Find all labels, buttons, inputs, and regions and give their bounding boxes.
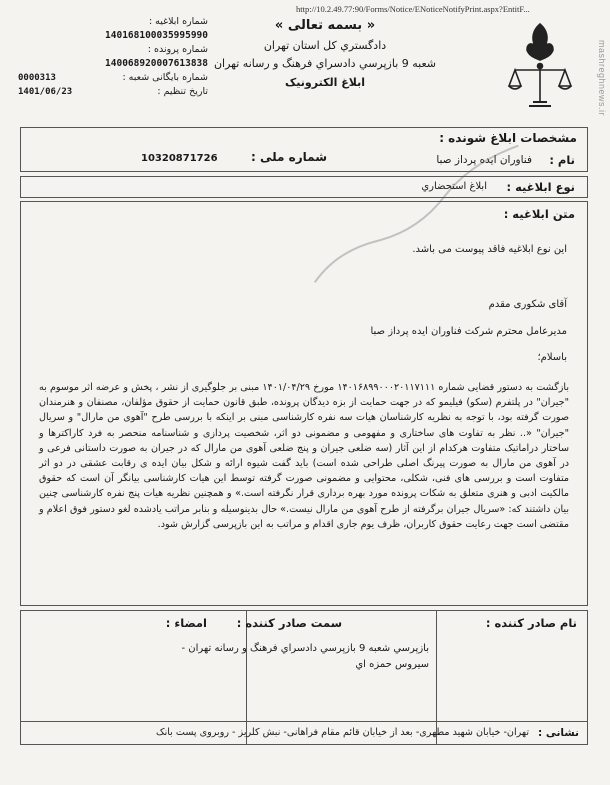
national-id-label: شماره ملی : bbox=[251, 150, 327, 164]
issuer-box bbox=[20, 610, 588, 745]
notice-body-box bbox=[20, 201, 588, 606]
header-center bbox=[200, 18, 450, 89]
issuer-name-label: نام صادر کننده : bbox=[485, 616, 577, 630]
court-name: دادگستري کل استان تهران bbox=[263, 39, 387, 52]
greeting: باسلام؛ bbox=[537, 352, 567, 363]
recipient-name-label: نام : bbox=[549, 153, 575, 167]
branch-name: شعبه 9 بازپرسي دادسراي فرهنگ و رسانه تهران bbox=[213, 57, 437, 70]
notice-no: 140168100035995990 bbox=[105, 30, 208, 41]
page-url: http://10.2.49.77:90/Forms/Notice/ENoticeNotifyPrint.aspx?EntitF... bbox=[296, 4, 530, 14]
issuer-side-label: سمت صادر کننده : bbox=[236, 616, 342, 630]
addressee-title: مدیرعامل محترم شرکت فناوران ایده پرداز صبا bbox=[370, 326, 567, 337]
notice-intro: این نوع ابلاغیه فاقد پیوست می باشد. bbox=[412, 244, 567, 255]
document-title: ابلاغ الکترونیک bbox=[285, 76, 365, 89]
recipient-header: مشخصات ابلاغ شونده : bbox=[439, 131, 577, 145]
issuer-side-value-2: سیروس حمزه اي bbox=[355, 659, 429, 670]
address-value: تهران- خیابان شهید مطهری- بعد از خیابان قائم مقام فراهانی- نبش کلریز - روبروی پست بانک bbox=[156, 727, 529, 738]
recipient-name: فناوران ایده پرداز صبا bbox=[436, 154, 532, 166]
notice-no-label: شماره ابلاغیه : bbox=[148, 16, 208, 27]
notice-type-label: نوع ابلاغیه : bbox=[506, 180, 575, 194]
archive-no: 0000313 bbox=[18, 73, 56, 83]
address-label: نشانی : bbox=[538, 727, 579, 739]
notice-body-label: متن ابلاغیه : bbox=[503, 207, 575, 221]
national-id: 10320871726 bbox=[141, 153, 218, 164]
signature-label: امضاء : bbox=[165, 616, 207, 630]
case-no: 140068920007613838 bbox=[105, 58, 208, 69]
archive-no-label: شماره بایگانی شعبه : bbox=[122, 72, 208, 83]
date-label: تاریخ تنظیم : bbox=[157, 86, 208, 97]
issuer-side-value-1: بازپرسي شعبه 9 بازپرسي دادسراي فرهنگ و رسانه تهران - bbox=[181, 643, 429, 654]
meta-block bbox=[18, 15, 208, 99]
notice-paragraph: بازگشت به دستور قضایی شماره ۱۴۰۱۶۸۹۹۰۰۰۲۰۱۱۷۱۱۱ مورخ ۱۴۰۱/۰۴/۲۹ مبنی بر جلوگیری از نشر ، پخش و عرضه اثر موسوم به "جیران" در پلتفرم (سکو) فیلیمو که در جهت حمایت از بزه دیدگان پرونده، طبق قانون حمایت از حقوق مؤلفان، مصنفان و هنرمندان صورت گرفته بود، با توجه به نظریه کارشناسان هیات سه نفره کارشناسی مبنی بر اینکه با بررسی طرح "آهوی من مارال" و سریال "جیران" «.. نظر به تفاوت های ساختاری و مفهومی و مضمونی دو اثر، شخصیت پردازی و شناسنامه منحصر به فرد کاراکترها و ساختار دراماتیک متفاوت هرکدام از این آثار (سه ضلعی جیران و پنج ضلعی آهوی من مارال که در جیران به صورت داستانی فرعی و در آهوی من مارال به صورت پیرنگ اصلی طراحی شده است) باید گفت شیوه ارائه و شکل بیان ایده ی رقابت عشقی در دو اثر متفاوت است و بررسی های فنی، شکلی، محتوایی و مضمونی صورت گرفته توسط این هیات کارشناسی بیانگر آن است که حقوق مالکیت ادبی و هنری متعلق به شکات پرونده مورد بهره برداری قرار نگرفته است.» و همچنین نظریه هیات پنج نفره کارشناسی چنین بیان داشتند که: «سریال جیران برگرفته از طرح آهوی من مارال نیست.» حال بدینوسیله و بنابر مراتب یادشده لغو دستور فوق اعلام و مقتضی است جهت رعایت حقوق کاربران، ظرف یوم جاری اقدام و مراتب به این بازپرسی گزارش شود. bbox=[39, 382, 569, 530]
case-no-label: شماره پرونده : bbox=[147, 44, 208, 55]
judiciary-emblem-icon bbox=[505, 20, 575, 115]
notice-type-value: ابلاغ استحضاري bbox=[421, 181, 487, 192]
bismillah: « بسمه تعالی » bbox=[274, 18, 376, 33]
watermark: mashreghnews.ir bbox=[597, 40, 607, 117]
date-value: 1401/06/23 bbox=[18, 87, 73, 97]
addressee: آقای شکوری مقدم bbox=[488, 299, 567, 310]
